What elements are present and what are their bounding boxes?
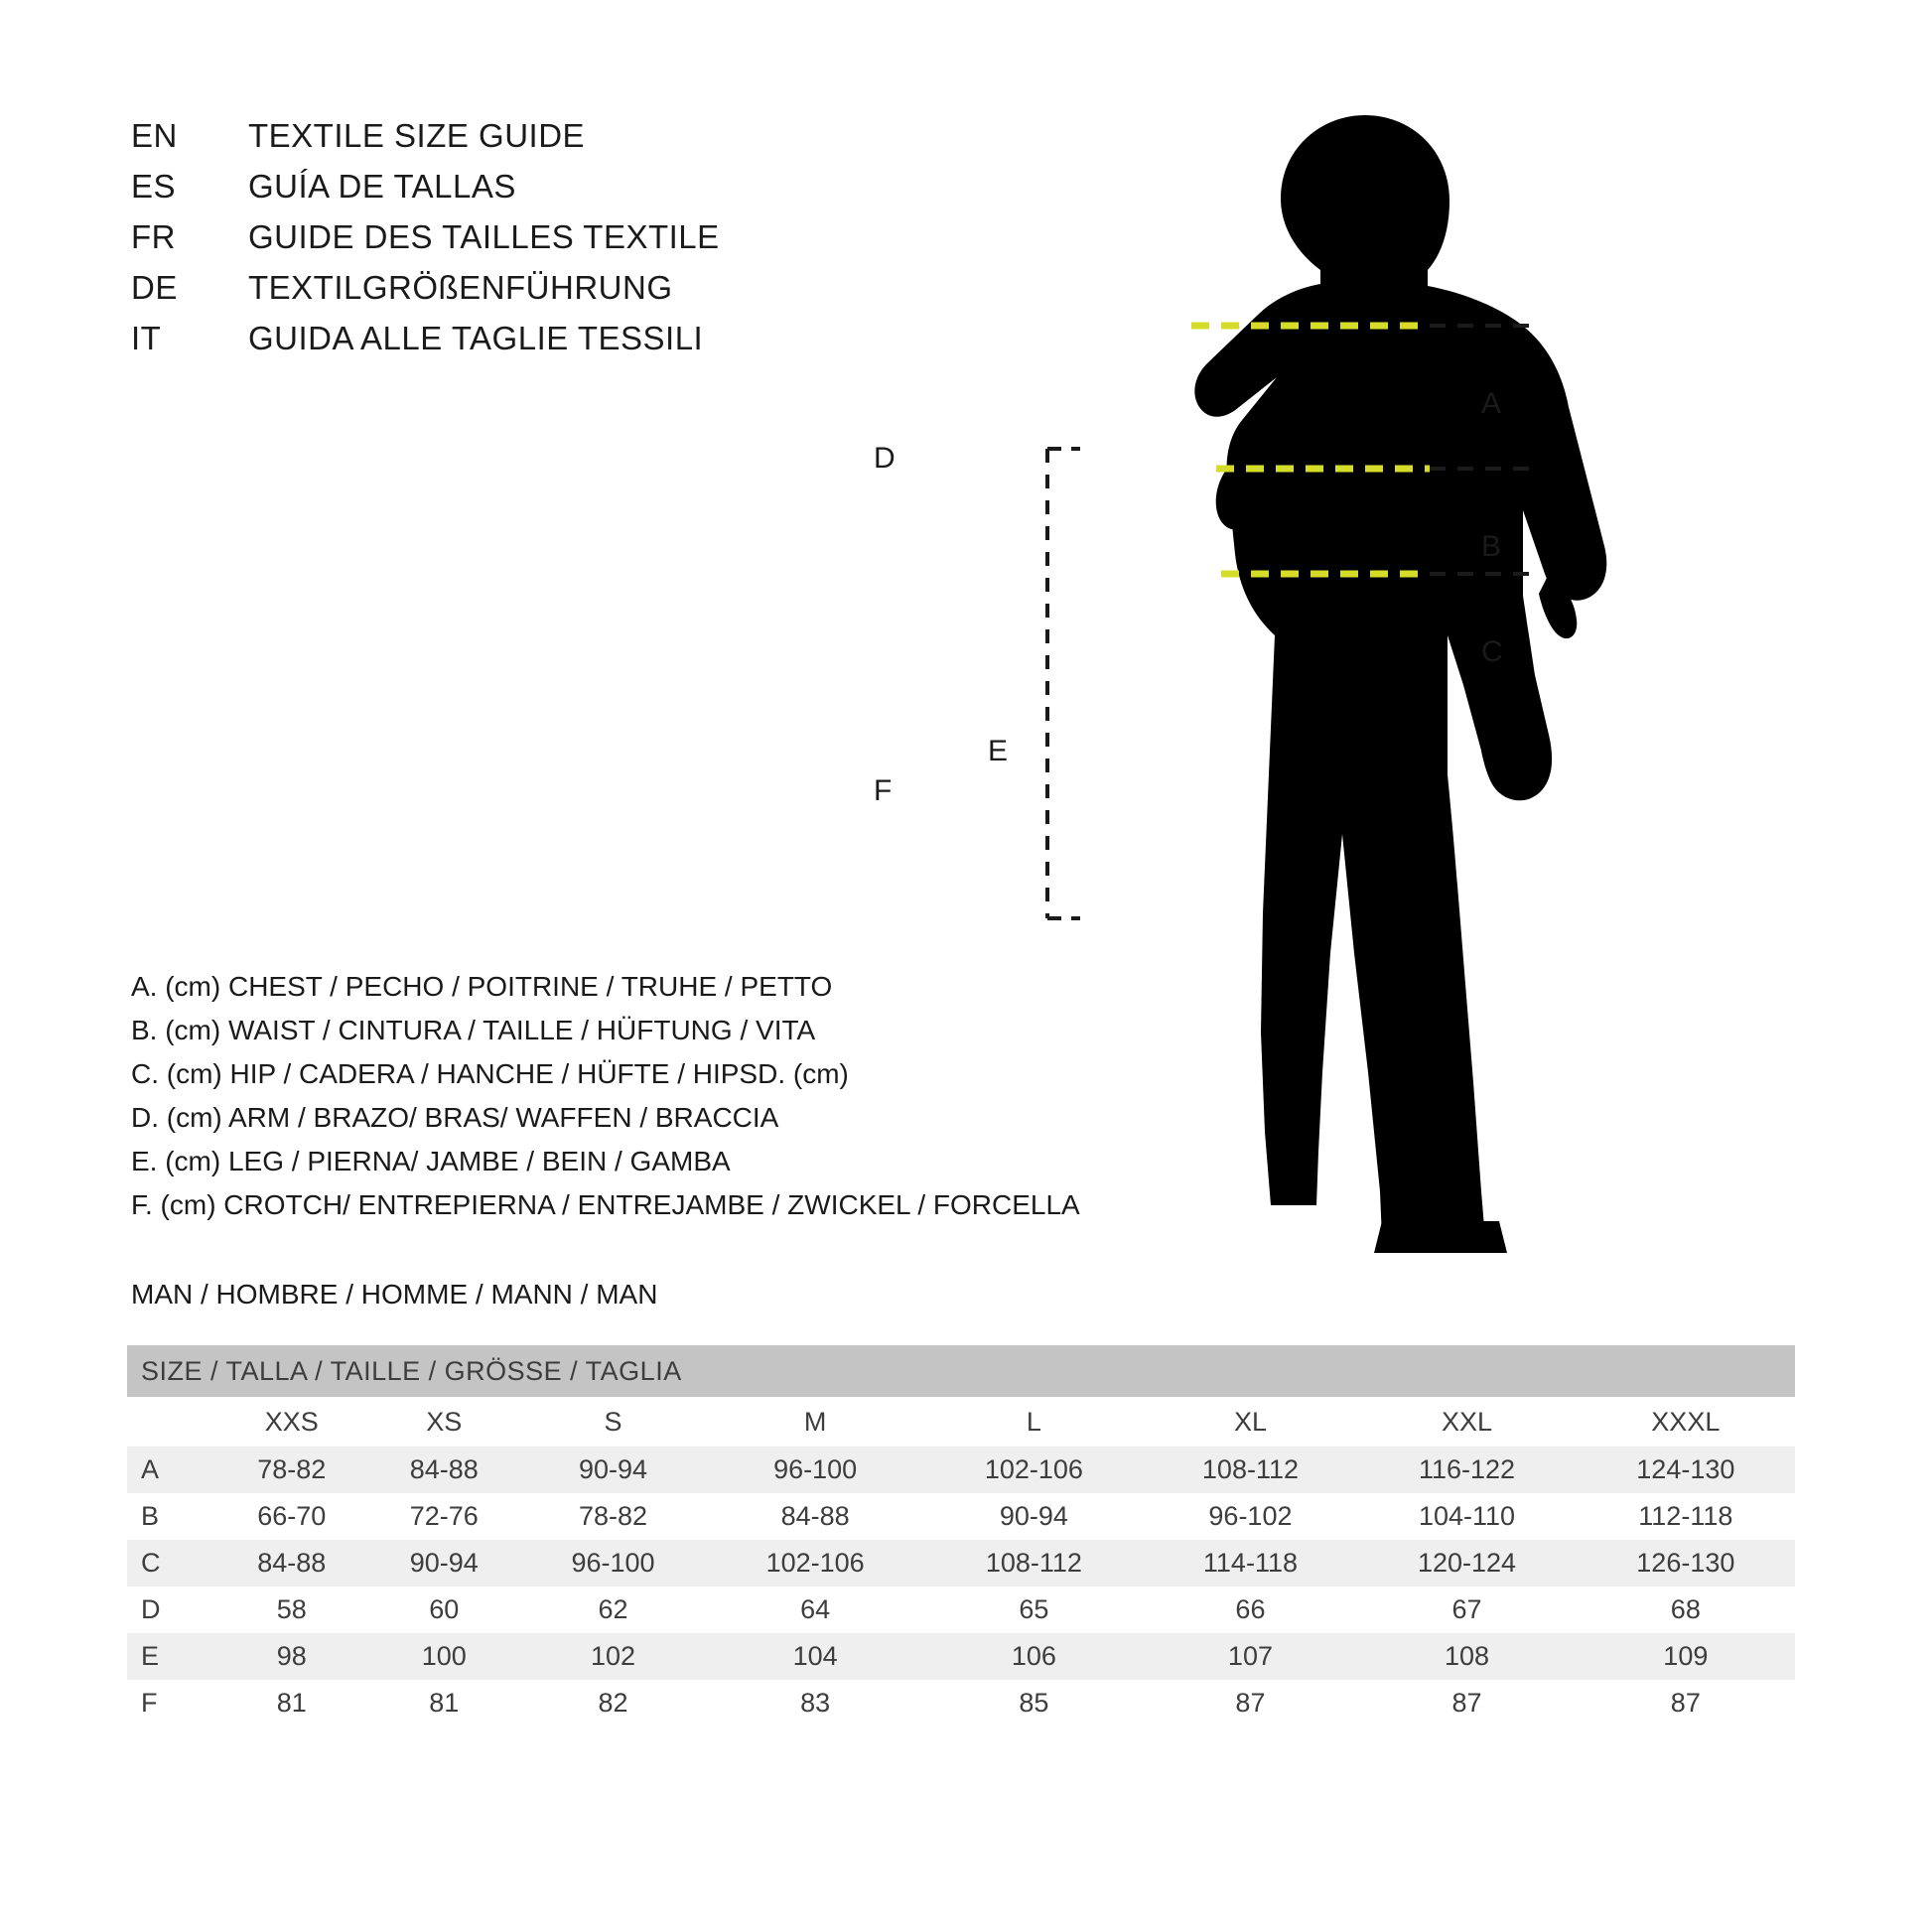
legend-item-a: A. (cm) CHEST / PECHO / POITRINE / TRUHE / PETTO [131, 971, 833, 1002]
row-key-e: E [127, 1633, 215, 1680]
cell-a-xs: 84-88 [368, 1447, 521, 1493]
label-c: C [1481, 635, 1503, 668]
col-header-xxl: XXL [1357, 1397, 1576, 1447]
cell-f-xxxl: 87 [1577, 1680, 1795, 1726]
title-lang-fr: FR [131, 218, 176, 255]
title-lang-it: IT [131, 320, 162, 356]
cell-b-xs: 72-76 [368, 1493, 521, 1540]
cell-c-xl: 114-118 [1144, 1540, 1358, 1587]
cell-e-l: 106 [924, 1633, 1143, 1680]
row-key-a: A [127, 1447, 215, 1493]
table-row [127, 1493, 1795, 1540]
title-lang-en: EN [131, 117, 178, 154]
table-row [127, 1587, 1795, 1633]
table-column-row [127, 1397, 1795, 1447]
cell-c-xxl: 120-124 [1357, 1540, 1576, 1587]
size-table [127, 1345, 1795, 1726]
title-lang-de: DE [131, 269, 178, 306]
cell-e-xxs: 98 [215, 1633, 368, 1680]
table-header-row [127, 1345, 1795, 1397]
cell-f-l: 85 [924, 1680, 1143, 1726]
cell-f-s: 82 [520, 1680, 706, 1726]
cell-b-xxxl: 112-118 [1577, 1493, 1795, 1540]
cell-a-s: 90-94 [520, 1447, 706, 1493]
cell-f-xl: 87 [1144, 1680, 1358, 1726]
cell-d-xxl: 67 [1357, 1587, 1576, 1633]
col-header-xxs: XXS [215, 1397, 368, 1447]
legend-item-f: F. (cm) CROTCH/ ENTREPIERNA / ENTREJAMBE / ZWICKEL / FORCELLA [131, 1189, 1080, 1220]
cell-a-xxxl: 124-130 [1577, 1447, 1795, 1493]
cell-d-s: 62 [520, 1587, 706, 1633]
title-text-fr: GUIDE DES TAILLES TEXTILE [248, 218, 720, 255]
cell-d-xxs: 58 [215, 1587, 368, 1633]
cell-a-m: 96-100 [706, 1447, 924, 1493]
label-b: B [1481, 530, 1502, 563]
cell-e-xxxl: 109 [1577, 1633, 1795, 1680]
row-key-f: F [127, 1680, 215, 1726]
table-row [127, 1447, 1795, 1493]
cell-b-m: 84-88 [706, 1493, 924, 1540]
cell-b-xxs: 66-70 [215, 1493, 368, 1540]
cell-d-xs: 60 [368, 1587, 521, 1633]
cell-e-m: 104 [706, 1633, 924, 1680]
cell-c-m: 102-106 [706, 1540, 924, 1587]
title-row [131, 320, 886, 370]
col-header-xxxl: XXXL [1577, 1397, 1795, 1447]
cell-a-l: 102-106 [924, 1447, 1143, 1493]
table-row [127, 1633, 1795, 1680]
table-row [127, 1540, 1795, 1587]
table-header-label: SIZE / TALLA / TAILLE / GRÖSSE / TAGLIA [127, 1345, 1795, 1397]
cell-a-xxs: 78-82 [215, 1447, 368, 1493]
title-lang-es: ES [131, 168, 177, 205]
cell-b-s: 78-82 [520, 1493, 706, 1540]
col-header-l: L [924, 1397, 1143, 1447]
col-header-s: S [520, 1397, 706, 1447]
title-text-de: TEXTILGRÖßENFÜHRUNG [248, 269, 673, 306]
cell-a-xl: 108-112 [1144, 1447, 1358, 1493]
cell-b-xl: 96-102 [1144, 1493, 1358, 1540]
cell-f-xs: 81 [368, 1680, 521, 1726]
label-e: E [988, 735, 1009, 767]
title-row [131, 218, 886, 269]
legend-item-d: D. (cm) ARM / BRAZO/ BRAS/ WAFFEN / BRACCIA [131, 1102, 779, 1133]
cell-f-xxs: 81 [215, 1680, 368, 1726]
label-a: A [1481, 387, 1502, 420]
cell-a-xxl: 116-122 [1357, 1447, 1576, 1493]
title-row [131, 269, 886, 320]
label-d: D [874, 442, 896, 475]
cell-e-xxl: 108 [1357, 1633, 1576, 1680]
cell-b-xxl: 104-110 [1357, 1493, 1576, 1540]
title-text-en: TEXTILE SIZE GUIDE [248, 117, 586, 154]
cell-c-l: 108-112 [924, 1540, 1143, 1587]
cell-d-xl: 66 [1144, 1587, 1358, 1633]
cell-c-xxs: 84-88 [215, 1540, 368, 1587]
row-key-c: C [127, 1540, 215, 1587]
cell-d-l: 65 [924, 1587, 1143, 1633]
gender-label: MAN / HOMBRE / HOMME / MANN / MAN [131, 1279, 658, 1310]
man-silhouette [1194, 115, 1606, 1253]
cell-f-xxl: 87 [1357, 1680, 1576, 1726]
title-row [131, 117, 886, 168]
row-key-d: D [127, 1587, 215, 1633]
cell-d-m: 64 [706, 1587, 924, 1633]
cell-e-s: 102 [520, 1633, 706, 1680]
cell-c-s: 96-100 [520, 1540, 706, 1587]
legend-item-c: C. (cm) HIP / CADERA / HANCHE / HÜFTE / HIPSD. (cm) [131, 1058, 849, 1089]
title-block [131, 117, 886, 370]
legend-block [131, 965, 1183, 1227]
table-row [127, 1680, 1795, 1726]
cell-c-xs: 90-94 [368, 1540, 521, 1587]
label-f: F [874, 774, 893, 807]
cell-b-l: 90-94 [924, 1493, 1143, 1540]
legend-item-e: E. (cm) LEG / PIERNA/ JAMBE / BEIN / GAMBA [131, 1146, 731, 1176]
cell-d-xxxl: 68 [1577, 1587, 1795, 1633]
table-corner-cell [127, 1397, 215, 1447]
legend-item-b: B. (cm) WAIST / CINTURA / TAILLE / HÜFTUNG / VITA [131, 1015, 816, 1045]
title-text-es: GUÍA DE TALLAS [248, 168, 516, 205]
title-row [131, 168, 886, 218]
cell-f-m: 83 [706, 1680, 924, 1726]
cell-e-xl: 107 [1144, 1633, 1358, 1680]
col-header-xs: XS [368, 1397, 521, 1447]
row-key-b: B [127, 1493, 215, 1540]
col-header-xl: XL [1144, 1397, 1358, 1447]
title-text-it: GUIDA ALLE TAGLIE TESSILI [248, 320, 704, 356]
cell-c-xxxl: 126-130 [1577, 1540, 1795, 1587]
cell-e-xs: 100 [368, 1633, 521, 1680]
col-header-m: M [706, 1397, 924, 1447]
